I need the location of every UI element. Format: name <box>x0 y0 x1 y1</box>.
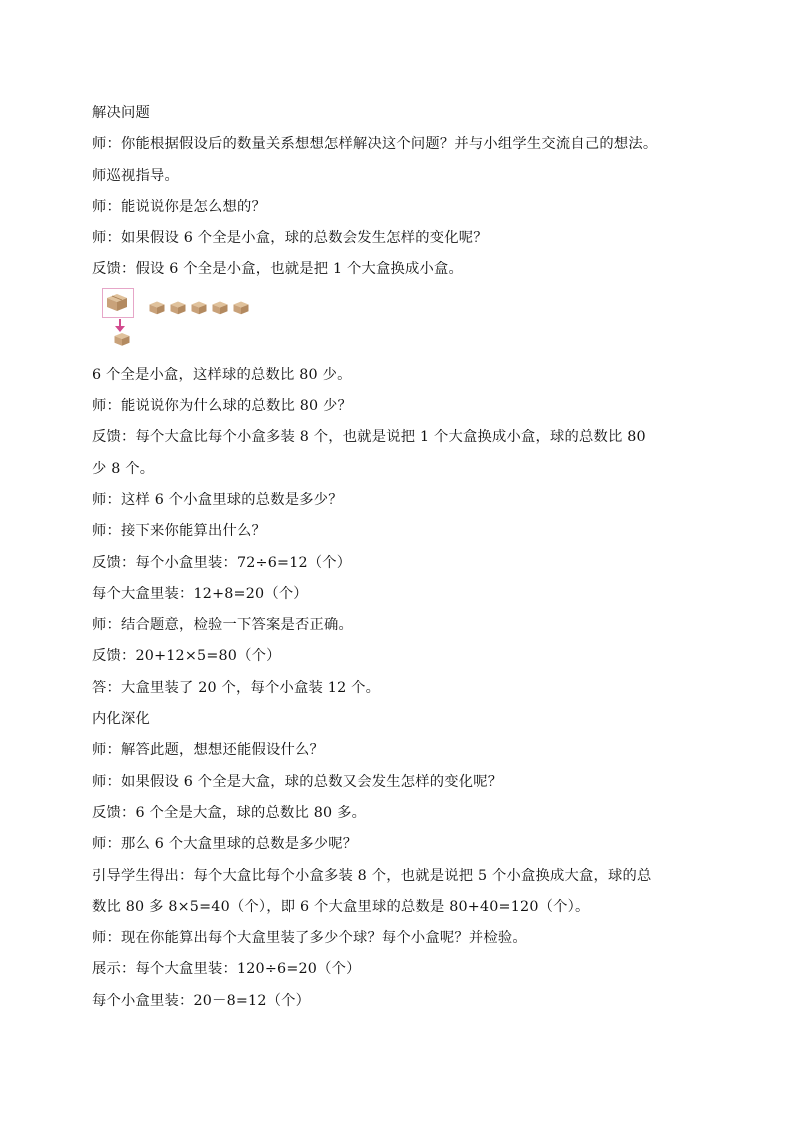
text-line: 师：现在你能算出每个大盒里装了多少个球？每个小盒呢？并检验。 <box>92 930 527 947</box>
text-line: 师：结合题意，检验一下答案是否正确。 <box>92 617 353 634</box>
text-line: 内化深化 <box>92 711 150 728</box>
cardboard-box-icon <box>148 300 166 315</box>
text-line: 6 个全是小盒，这样球的总数比 80 少。 <box>92 366 352 383</box>
text-line: 每个大盒里装：12+8=20（个） <box>92 585 308 602</box>
text-line: 师：这样 6 个小盒里球的总数是多少？ <box>92 491 343 508</box>
text-line: 反馈：每个大盒比每个小盒多装 8 个，也就是说把 1 个大盒换成小盒，球的总数比 80 <box>92 429 646 446</box>
text-line: 师：那么 6 个大盒里球的总数是多少呢？ <box>92 836 358 853</box>
text-line: 师巡视指导。 <box>92 167 179 184</box>
text-line: 师：能说说你是怎么想的？ <box>92 198 266 215</box>
cardboard-box-icon <box>169 300 187 315</box>
text-line: 师：解答此题，想想还能假设什么？ <box>92 742 324 759</box>
text-line: 反馈：每个小盒里装：72÷6=12（个） <box>92 554 352 571</box>
cardboard-box-icon <box>105 292 129 312</box>
text-line: 师：如果假设 6 个全是大盒，球的总数又会发生怎样的变化呢？ <box>92 773 503 790</box>
text-line: 师：你能根据假设后的数量关系想想怎样解决这个问题？并与小组学生交流自己的想法。 <box>92 136 658 153</box>
text-block-2 <box>92 360 732 1017</box>
text-line: 师：接下来你能算出什么？ <box>92 523 266 540</box>
text-block-1 <box>92 98 732 286</box>
cardboard-box-icon <box>211 300 229 315</box>
text-line: 引导学生得出：每个大盒比每个小盒多装 8 个，也就是说把 5 个小盒换成大盒，球的总 <box>92 867 652 884</box>
text-line: 少 8 个。 <box>92 460 155 477</box>
cardboard-box-icon <box>190 300 208 315</box>
text-line: 答：大盒里装了 20 个，每个小盒装 12 个。 <box>92 679 381 696</box>
text-line: 师：如果假设 6 个全是小盒，球的总数会发生怎样的变化呢？ <box>92 230 488 247</box>
text-line: 师：能说说你为什么球的总数比 80 少？ <box>92 398 353 415</box>
text-line: 解决问题 <box>92 105 150 121</box>
cardboard-box-icon <box>232 300 250 315</box>
text-line: 反馈：20+12×5=80（个） <box>92 648 281 665</box>
text-line: 反馈：假设 6 个全是小盒，也就是把 1 个大盒换成小盒。 <box>92 261 463 278</box>
text-line: 每个小盒里装：20－8=12（个） <box>92 992 311 1009</box>
text-line: 数比 80 多 8×5=40（个），即 6 个大盒里球的总数是 80+40=120（个）。 <box>92 898 590 915</box>
text-line: 反馈：6 个全是大盒，球的总数比 80 多。 <box>92 804 367 821</box>
document-page <box>92 98 732 1017</box>
text-line: 展示：每个大盒里装：120÷6=20（个） <box>92 961 361 978</box>
cardboard-box-icon <box>113 331 131 347</box>
box-exchange-figure <box>92 286 732 360</box>
